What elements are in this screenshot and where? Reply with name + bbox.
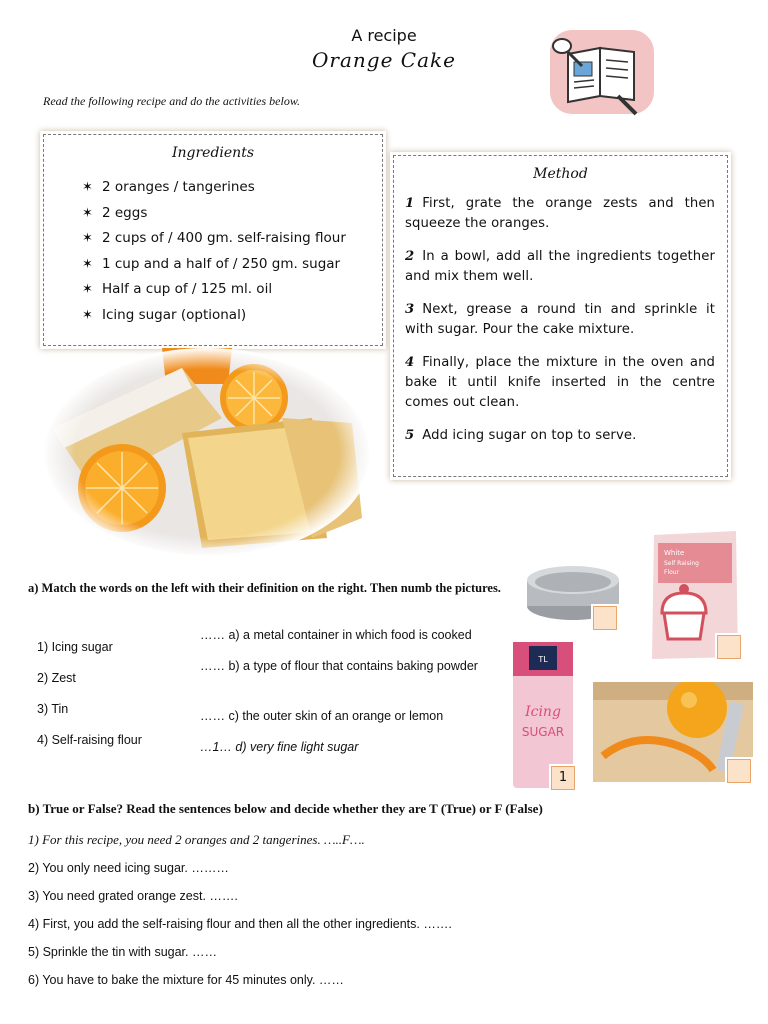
method-step: 3 Next, grease a round tin and sprinkle it with sugar. Pour the cake mixture. <box>405 302 715 337</box>
ingredient-item: ✶ 2 eggs <box>82 201 382 227</box>
star-bullet-icon: ✶ <box>82 307 93 323</box>
instruction-text: Read the following recipe and do the activities below. <box>43 94 300 108</box>
method-heading: Method <box>533 166 588 182</box>
picture-number-box[interactable] <box>593 606 617 630</box>
match-definition: …… c) the outer skin of an orange or lemon <box>200 709 444 723</box>
true-false-statement: 2) You only need icing sugar. ……… <box>28 861 229 875</box>
svg-text:Flour: Flour <box>664 569 680 576</box>
picture-number-box[interactable]: 1 <box>551 766 575 790</box>
ingredients-box <box>43 134 383 346</box>
method-steps <box>394 182 727 446</box>
ingredient-item: ✶ 2 cups of / 400 gm. self-raising flour <box>82 226 382 252</box>
star-bullet-icon: ✶ <box>82 180 93 195</box>
activity-a-prompt: a) Match the words on the left with their definition on the right. Then numb the pictures. <box>28 581 501 595</box>
method-step: 1 First, grate the orange zests and then squeeze the oranges. <box>405 196 715 231</box>
method-step: 5 Add icing sugar on top to serve. <box>405 428 637 443</box>
true-false-statement: 4) First, you add the self-raising flour and then all the other ingredients. ……. <box>28 917 452 931</box>
recipe-name: Orange Cake <box>312 48 456 72</box>
match-definition: …1… d) very fine light sugar <box>200 740 359 754</box>
recipe-book-icon <box>548 26 656 118</box>
ingredients-heading: Ingredients <box>171 145 255 161</box>
method-step: 2 In a bowl, add all the ingredients together and mix them well. <box>405 249 715 284</box>
true-false-statement: 3) You need grated orange zest. ……. <box>28 889 238 903</box>
match-word: 4) Self-raising flour <box>37 733 142 747</box>
true-false-statement: 5) Sprinkle the tin with sugar. …… <box>28 945 217 959</box>
true-false-statement: 1) For this recipe, you need 2 oranges and 2 tangerines. …..F…. <box>28 832 365 847</box>
picture-number-box[interactable] <box>727 759 751 783</box>
svg-text:White: White <box>664 549 685 557</box>
svg-text:Icing: Icing <box>525 704 561 720</box>
activity-b-prompt: b) True or False? Read the sentences below and decide whether they are T (True) or F (False) <box>28 801 543 816</box>
svg-text:Self Raising: Self Raising <box>664 560 699 567</box>
ingredient-item: ✶ Half a cup of / 125 ml. oil <box>82 277 382 303</box>
worksheet-title: A recipe <box>351 26 417 45</box>
true-false-statement: 6) You have to bake the mixture for 45 minutes only. …… <box>28 973 344 987</box>
match-word: 2) Zest <box>37 671 76 685</box>
svg-text:TL: TL <box>538 655 548 664</box>
star-bullet-icon: ✶ <box>82 205 93 221</box>
star-bullet-icon: ✶ <box>82 231 93 247</box>
star-bullet-icon: ✶ <box>82 282 93 298</box>
match-definition: …… b) a type of flour that contains baking powder <box>200 659 478 673</box>
picture-number-box[interactable] <box>717 635 741 659</box>
ingredient-item: ✶ 1 cup and a half of / 250 gm. sugar <box>82 252 382 278</box>
method-box <box>393 155 728 477</box>
ingredients-list <box>44 175 382 329</box>
method-step: 4 Finally, place the mixture in the oven and bake it until knife inserted in the centre comes out clean. <box>405 355 715 410</box>
match-word: 3) Tin <box>37 702 69 716</box>
match-definition: …… a) a metal container in which food is cooked <box>200 628 472 642</box>
ingredient-item: ✶ 2 oranges / tangerines <box>82 175 382 201</box>
match-word: 1) Icing sugar <box>37 640 113 654</box>
star-bullet-icon: ✶ <box>82 256 93 272</box>
ingredient-item: ✶ Icing sugar (optional) <box>82 303 382 329</box>
svg-text:SUGAR: SUGAR <box>521 725 565 739</box>
orange-cake-photo <box>42 348 372 558</box>
